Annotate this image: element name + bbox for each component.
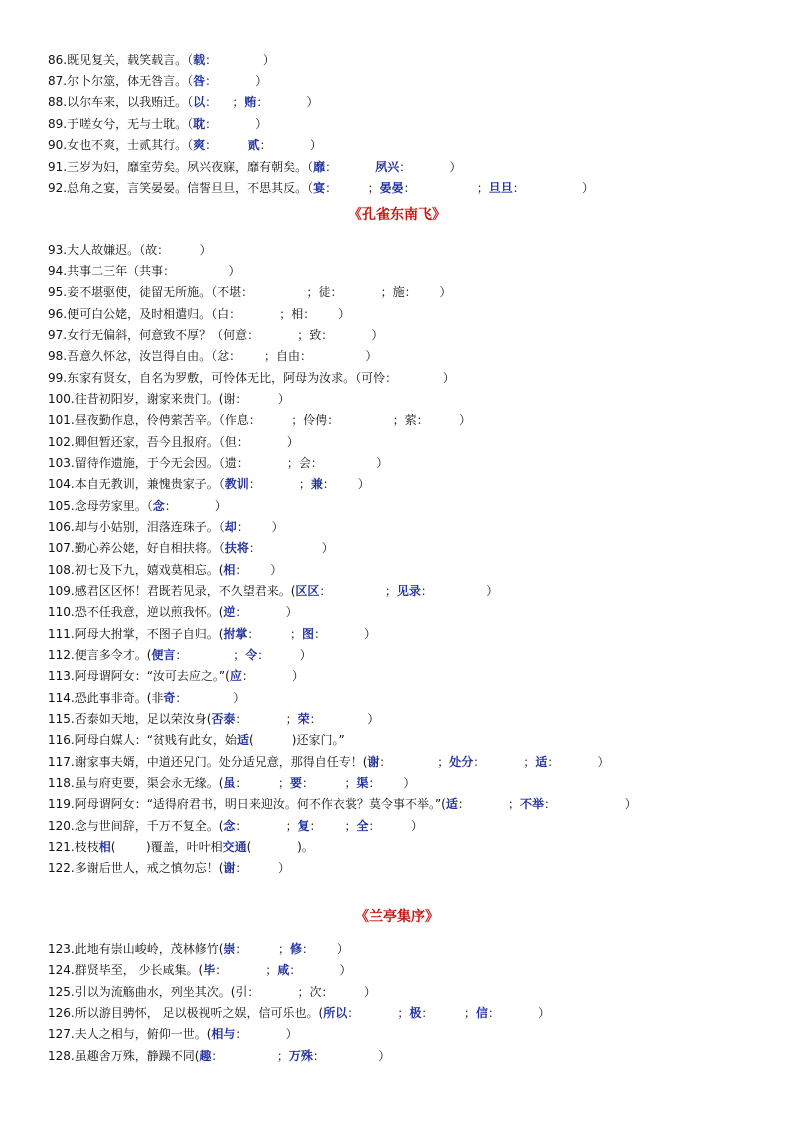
- sentence-text: 以尔车来，以我贿迁。（: [67, 95, 194, 109]
- sentence-text: 吾意久怀忿，汝岂得自由。（忿： ；自由： ）: [67, 349, 378, 363]
- sentence-text: 留待作遗施，于今无会因。（遗： ；会： ）: [74, 456, 389, 470]
- keyword: 耽: [193, 117, 206, 131]
- exercise-line: [48, 434, 299, 450]
- exercise-line: [48, 498, 227, 514]
- answer-blank: ： ；: [235, 819, 298, 833]
- answer-blank: ： ）: [236, 520, 284, 534]
- sentence-text: 昼夜勤作息，伶俜萦苦辛。（作息： ；伶俜： ；萦： ）: [74, 413, 472, 427]
- keyword: 见录: [396, 584, 421, 598]
- exercise-line: [48, 263, 241, 279]
- keyword: 复: [297, 819, 310, 833]
- answer-blank: ： ）: [235, 605, 298, 619]
- answer-blank: ： ；: [457, 797, 521, 811]
- answer-blank: ：: [325, 160, 376, 174]
- answer-blank: ： ）: [313, 627, 377, 641]
- sentence-text: 群贤毕至， 少长咸集。(: [74, 963, 204, 977]
- exercise-line: [48, 137, 322, 153]
- exercise-line: [48, 94, 319, 110]
- answer-blank: ： ）: [259, 138, 322, 152]
- answer-blank: ( )还家门。”: [248, 733, 345, 747]
- keyword: 崇: [223, 942, 236, 956]
- keyword: 载: [193, 53, 206, 67]
- exercise-line: [48, 391, 290, 407]
- exercise-line: [48, 1026, 298, 1042]
- answer-blank: ： ）: [205, 74, 268, 88]
- answer-blank: ： ）: [205, 53, 275, 67]
- item-number: 109.: [48, 584, 75, 598]
- exercise-line: [48, 370, 455, 386]
- answer-blank: ： ）: [512, 181, 594, 195]
- keyword: 拊掌: [223, 627, 248, 641]
- answer-blank: ： ；: [215, 963, 278, 977]
- answer-blank: ： ；: [325, 181, 380, 195]
- keyword: 奇: [163, 691, 176, 705]
- keyword: 贿: [244, 95, 257, 109]
- exercise-line: [48, 116, 267, 132]
- keyword: 渠: [356, 776, 369, 790]
- keyword: 信: [475, 1006, 488, 1020]
- keyword: 逆: [223, 605, 236, 619]
- sentence-text: 共事二三年（共事： ）: [67, 264, 241, 278]
- item-number: 122.: [48, 861, 75, 875]
- item-number: 108.: [48, 563, 75, 577]
- answer-blank: ： ）: [547, 755, 610, 769]
- answer-blank: ： ）: [487, 1006, 551, 1020]
- item-number: 87.: [48, 74, 68, 88]
- item-number: 98.: [48, 349, 68, 363]
- sentence-text: 于嗟女兮，无与士耽。（: [67, 117, 194, 131]
- item-number: 104.: [48, 477, 75, 491]
- sentence-text: 虽趣舍万殊，静躁不同(: [74, 1049, 200, 1063]
- answer-blank: ： ；: [205, 95, 245, 109]
- answer-blank: ： ）: [175, 691, 246, 705]
- item-number: 96.: [48, 307, 68, 321]
- sentence-text: 念母劳家里。（: [74, 499, 153, 513]
- keyword: 适: [445, 797, 458, 811]
- exercise-line: [48, 519, 284, 535]
- sentence-text: 阿母白媒人：“贫贱有此女，始: [74, 733, 237, 747]
- item-number: 94.: [48, 264, 68, 278]
- item-number: 113.: [48, 669, 75, 683]
- exercise-line: [48, 711, 379, 727]
- answer-blank: ：: [205, 138, 248, 152]
- exercise-line: [48, 668, 304, 684]
- item-number: 101.: [48, 413, 75, 427]
- sentence-text: 否泰如天地，足以荣汝身(: [74, 712, 212, 726]
- keyword: 兼: [310, 477, 323, 491]
- sentence-text: 所以游目骋怀， 足以极视听之娱，信可乐也。(: [74, 1006, 324, 1020]
- item-number: 100.: [48, 392, 75, 406]
- sentence-text: 卿但暂还家，吾今且报府。（但： ）: [74, 435, 299, 449]
- answer-blank: ： ）: [235, 1027, 298, 1041]
- exercise-line: [48, 476, 370, 492]
- keyword: 全: [356, 819, 369, 833]
- sentence-text: 便言多令才。(: [74, 648, 152, 662]
- keyword: 适: [535, 755, 548, 769]
- keyword: 相: [223, 563, 236, 577]
- item-number: 107.: [48, 541, 75, 555]
- sentence-text: 妾不堪驱使，徒留无所施。（不堪： ；徒： ；施： ）: [67, 285, 452, 299]
- sentence-text: 恐不任我意，逆以煎我怀。(: [74, 605, 224, 619]
- keyword: 相: [98, 840, 111, 854]
- item-number: 124.: [48, 963, 75, 977]
- answer-blank: ： ）: [368, 776, 416, 790]
- keyword: 万殊: [288, 1049, 313, 1063]
- item-number: 86.: [48, 53, 68, 67]
- keyword: 以: [193, 95, 206, 109]
- exercise-line: [48, 984, 376, 1000]
- item-number: 111.: [48, 627, 75, 641]
- answer-blank: ： ）: [301, 942, 349, 956]
- sentence-text: 谢家事夫婿，中道还兄门。处分适兄意，那得自任专！(: [74, 755, 368, 769]
- answer-blank: ： ）: [309, 712, 380, 726]
- item-number: 97.: [48, 328, 68, 342]
- item-number: 116.: [48, 733, 75, 747]
- sentence-text: 初七及下九，嬉戏莫相忘。(: [74, 563, 224, 577]
- exercise-line: [48, 604, 298, 620]
- exercise-line: [48, 540, 334, 556]
- exercise-line: [48, 839, 314, 855]
- keyword: 爽: [193, 138, 206, 152]
- item-number: 114.: [48, 691, 75, 705]
- keyword: 毕: [203, 963, 216, 977]
- keyword: 贰: [247, 138, 260, 152]
- answer-blank: ： ）: [164, 499, 227, 513]
- exercise-line: [48, 327, 383, 343]
- keyword: 修: [289, 942, 302, 956]
- answer-blank: ： ；: [235, 712, 298, 726]
- sentence-text: 女行无偏斜，何意致不厚？（何意： ；致： ）: [67, 328, 384, 342]
- exercise-line: [48, 1048, 390, 1064]
- answer-blank: ： ）: [544, 797, 637, 811]
- keyword: 否泰: [211, 712, 236, 726]
- item-number: 121.: [48, 840, 75, 854]
- sentence-text: 女也不爽，士贰其行。（: [67, 138, 194, 152]
- exercise-line: [48, 775, 415, 791]
- section-title: 《孔雀东南飞》: [348, 207, 446, 223]
- item-number: 102.: [48, 435, 75, 449]
- keyword: 宴: [313, 181, 326, 195]
- answer-blank: ： ；: [211, 1049, 289, 1063]
- sentence-text: 感君区区怀！君既若见录，不久望君来。(: [74, 584, 296, 598]
- keyword: 虽: [223, 776, 236, 790]
- item-number: 90.: [48, 138, 68, 152]
- answer-blank: ： ）: [257, 648, 312, 662]
- sentence-text: 三岁为妇，靡室劳矣。夙兴夜寐，靡有朝矣。（: [67, 160, 314, 174]
- exercise-line: [48, 180, 594, 196]
- item-number: 105.: [48, 499, 75, 513]
- item-number: 99.: [48, 371, 68, 385]
- exercise-line: [48, 796, 637, 812]
- item-number: 89.: [48, 117, 68, 131]
- keyword: 咎: [193, 74, 206, 88]
- answer-blank: ( )。: [246, 840, 314, 854]
- exercise-line: [48, 73, 267, 89]
- item-number: 123.: [48, 942, 75, 956]
- exercise-line: [48, 647, 312, 663]
- answer-blank: ： ；: [309, 819, 357, 833]
- exercise-line: [48, 860, 290, 876]
- exercise-line: [48, 690, 245, 706]
- exercise-line: [48, 626, 376, 642]
- item-number: 92.: [48, 181, 68, 195]
- sentence-text: 尔卜尔筮，体无咎言。（: [67, 74, 194, 88]
- keyword: 咸: [277, 963, 290, 977]
- exercise-line: [48, 732, 345, 748]
- keyword: 应: [229, 669, 242, 683]
- keyword: 靡: [313, 160, 326, 174]
- item-number: 88.: [48, 95, 68, 109]
- exercise-line: [48, 941, 349, 957]
- answer-blank: ： ；: [235, 942, 290, 956]
- item-number: 125.: [48, 985, 75, 999]
- item-number: 115.: [48, 712, 75, 726]
- keyword: 扶将: [224, 541, 249, 555]
- sentence-text: 本自无教训，兼愧贵家子。（: [74, 477, 225, 491]
- sentence-text: 大人故嫌迟。（故： ）: [67, 243, 212, 257]
- keyword: 不举: [520, 797, 545, 811]
- keyword: 处分: [449, 755, 474, 769]
- answer-blank: ： ）: [235, 563, 283, 577]
- answer-blank: ： ；: [473, 755, 536, 769]
- answer-blank: ： ）: [420, 584, 499, 598]
- keyword: 旦旦: [488, 181, 513, 195]
- item-number: 110.: [48, 605, 75, 619]
- keyword: 却: [224, 520, 237, 534]
- sentence-text: 却与小姑别，泪落连珠子。（: [74, 520, 225, 534]
- sentence-text: 念与世间辞，千万不复全。(: [74, 819, 224, 833]
- answer-blank: ： ）: [205, 117, 268, 131]
- answer-blank: ： ；: [248, 477, 311, 491]
- sentence-text: 便可白公姥，及时相遣归。（白： ；相： ）: [67, 307, 351, 321]
- keyword: 谢: [223, 861, 236, 875]
- keyword: 念: [152, 499, 165, 513]
- exercise-line: [48, 412, 471, 428]
- keyword: 极: [409, 1006, 422, 1020]
- answer-blank: ： ）: [399, 160, 462, 174]
- exercise-line: [48, 52, 275, 68]
- exercise-line: [48, 962, 352, 978]
- keyword: 教训: [224, 477, 249, 491]
- item-number: 106.: [48, 520, 75, 534]
- answer-blank: ： ）: [235, 861, 290, 875]
- answer-blank: ： ）: [368, 819, 424, 833]
- exercise-line: [48, 818, 423, 834]
- answer-blank: ： ；: [403, 181, 489, 195]
- item-number: 126.: [48, 1006, 75, 1020]
- item-number: 127.: [48, 1027, 75, 1041]
- keyword: 趣: [199, 1049, 212, 1063]
- item-number: 119.: [48, 797, 75, 811]
- item-number: 91.: [48, 160, 68, 174]
- answer-blank: ： ；: [175, 648, 246, 662]
- sentence-text: 阿母谓阿女：“适得府君书，明日来迎汝。何不作衣裳？莫令事不举。”(: [74, 797, 446, 811]
- answer-blank: ： ；: [301, 776, 357, 790]
- answer-blank: ： ）: [248, 541, 334, 555]
- keyword: 荣: [297, 712, 310, 726]
- item-number: 118.: [48, 776, 75, 790]
- exercise-line: [48, 348, 377, 364]
- sentence-text: 此地有崇山峻岭，茂林修竹(: [74, 942, 224, 956]
- answer-blank: ： ；: [235, 776, 290, 790]
- keyword: 所以: [323, 1006, 348, 1020]
- sentence-text: 既见复关，载笑载言。（: [67, 53, 194, 67]
- answer-blank: ： ；: [347, 1006, 410, 1020]
- keyword: 适: [236, 733, 249, 747]
- keyword: 谢: [367, 755, 380, 769]
- answer-blank: ： ；: [247, 627, 302, 641]
- keyword: 要: [289, 776, 302, 790]
- answer-blank: ： ）: [256, 95, 319, 109]
- item-number: 112.: [48, 648, 75, 662]
- answer-blank: ： ；: [319, 584, 397, 598]
- exercise-line: [48, 583, 498, 599]
- answer-blank: ( )覆盖，叶叶相: [110, 840, 223, 854]
- keyword: 图: [301, 627, 314, 641]
- exercise-line: [48, 562, 282, 578]
- keyword: 交通: [222, 840, 247, 854]
- item-number: 93.: [48, 243, 68, 257]
- exercise-line: [48, 754, 610, 770]
- sentence-text: 虽与府吏要，渠会永无缘。(: [74, 776, 224, 790]
- sentence-text: 枝枝: [74, 840, 99, 854]
- keyword: 夙兴: [375, 160, 400, 174]
- item-number: 95.: [48, 285, 68, 299]
- item-number: 117.: [48, 755, 75, 769]
- item-number: 103.: [48, 456, 75, 470]
- sentence-text: 往昔初阳岁，谢家来贵门。(谢： ）: [74, 392, 290, 406]
- keyword: 念: [223, 819, 236, 833]
- sentence-text: 阿母大拊掌，不图子自归。(: [74, 627, 224, 641]
- item-number: 128.: [48, 1049, 75, 1063]
- sentence-text: 夫人之相与，俯仰一世。(: [74, 1027, 212, 1041]
- answer-blank: ： ）: [289, 963, 352, 977]
- sentence-text: 引以为流觞曲水，列坐其次。(引： ；次： ）: [74, 985, 377, 999]
- keyword: 区区: [295, 584, 320, 598]
- exercise-line: [48, 455, 388, 471]
- answer-blank: ： ；: [379, 755, 450, 769]
- answer-blank: ： ；: [421, 1006, 476, 1020]
- sentence-text: 总角之宴，言笑晏晏。信誓旦旦，不思其反。（: [67, 181, 314, 195]
- item-number: 120.: [48, 819, 75, 833]
- section-title: 《兰亭集序》: [355, 909, 439, 925]
- exercise-line: [48, 306, 350, 322]
- exercise-line: [48, 1005, 550, 1021]
- keyword: 晏晏: [379, 181, 404, 195]
- sentence-text: 东家有贤女，自名为罗敷，可怜体无比，阿母为汝求。（可怜： ）: [67, 371, 455, 385]
- sentence-text: 勤心养公姥，好自相扶将。（: [74, 541, 225, 555]
- answer-blank: ： ）: [312, 1049, 391, 1063]
- sentence-text: 恐此事非奇。(非: [74, 691, 164, 705]
- sentence-text: 阿母谓阿女：“汝可去应之。”(: [74, 669, 230, 683]
- exercise-line: [48, 242, 212, 258]
- keyword: 令: [245, 648, 258, 662]
- keyword: 相与: [211, 1027, 236, 1041]
- answer-blank: ： ）: [241, 669, 305, 683]
- exercise-line: [48, 159, 461, 175]
- answer-blank: ： ）: [322, 477, 370, 491]
- exercise-line: [48, 284, 452, 300]
- sentence-text: 多谢后世人，戒之慎勿忘！(: [74, 861, 224, 875]
- keyword: 便言: [151, 648, 176, 662]
